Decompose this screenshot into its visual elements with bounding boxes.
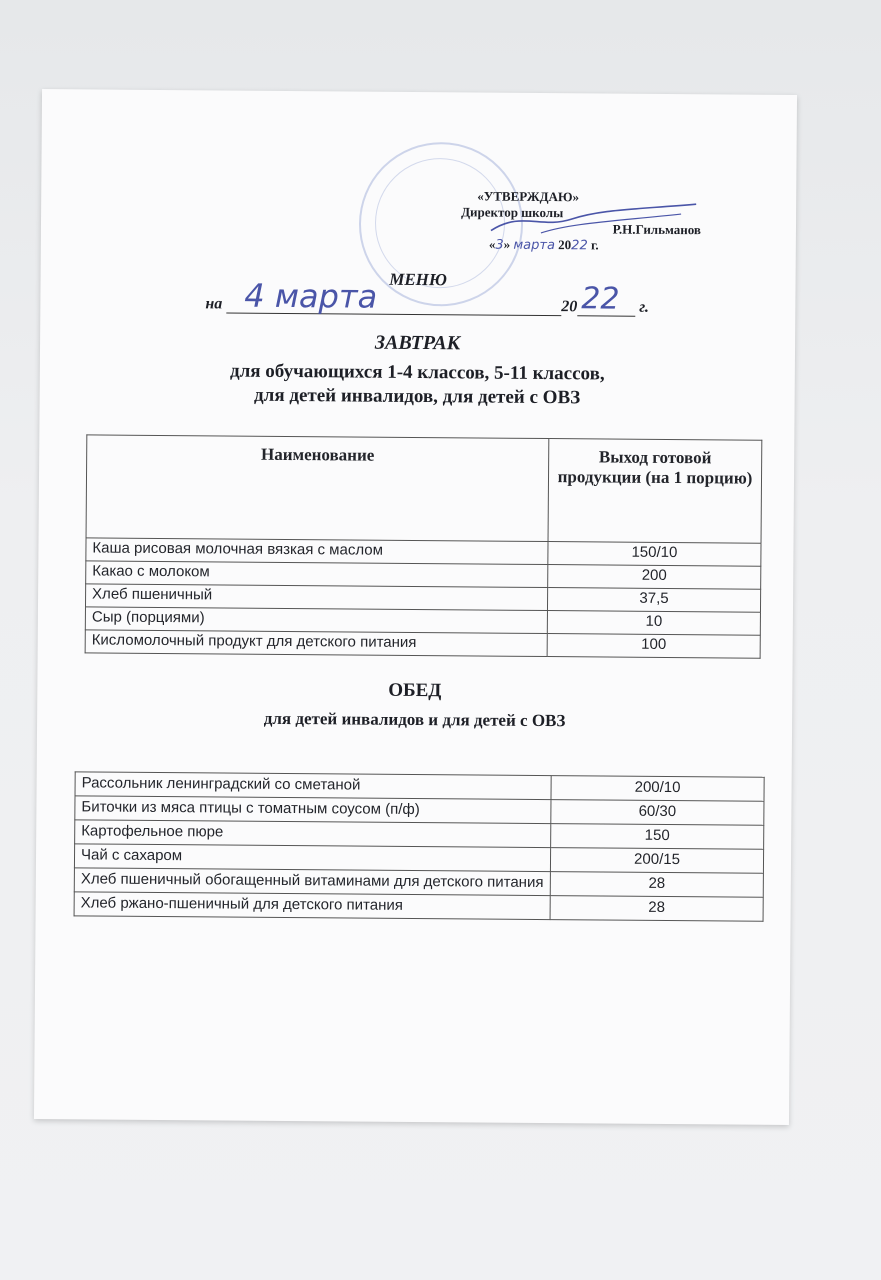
dish-output: 150/10 — [548, 542, 761, 567]
approval-title: «УТВЕРЖДАЮ» — [477, 188, 580, 205]
approval-signer: Р.Н.Гильманов — [612, 221, 702, 238]
approval-position: Директор школы — [461, 204, 564, 221]
dish-output: 28 — [550, 896, 763, 922]
table-header-row — [86, 435, 762, 543]
column-header-output: Выход готовой продукции (на 1 порцию) — [548, 439, 762, 544]
dish-name: Каша рисовая молочная вязкая с маслом — [86, 538, 548, 565]
dish-name: Картофельное пюре — [75, 820, 551, 848]
dish-output: 60/30 — [551, 800, 764, 826]
breakfast-subtitle-2: для детей инвалидов, для детей с ОВЗ — [254, 384, 581, 409]
dish-output: 200/10 — [551, 776, 764, 802]
approval-date: «3» марта 2022 г. — [488, 236, 599, 254]
menu-title: МЕНЮ — [389, 269, 447, 290]
dish-output: 28 — [550, 872, 763, 898]
lunch-subtitle: для детей инвалидов и для детей с ОВЗ — [263, 708, 566, 731]
table-row — [85, 630, 760, 658]
menu-date-handwritten: 4 марта — [244, 276, 378, 316]
director-signature — [481, 201, 701, 243]
menu-document — [34, 89, 797, 1125]
lunch-table — [74, 771, 765, 921]
dish-name: Какао с молоком — [86, 561, 548, 588]
breakfast-title: ЗАВТРАК — [374, 331, 461, 355]
approval-month-handwritten: марта — [513, 237, 556, 254]
dish-name: Хлеб пшеничный — [85, 584, 547, 611]
breakfast-subtitle-1: для обучающихся 1-4 классов, 5-11 классов, — [229, 360, 605, 385]
column-header-name: Наименование — [86, 435, 549, 542]
table-row — [74, 892, 763, 921]
dish-name: Кисломолочный продукт для детского питания — [85, 630, 547, 657]
dish-name: Чай с сахаром — [74, 844, 550, 872]
dish-output: 100 — [547, 634, 760, 659]
dish-name: Биточки из мяса птицы с томатным соусом (п/ф) — [75, 796, 551, 824]
approval-day-handwritten: 3 — [495, 237, 504, 253]
dish-output: 10 — [547, 611, 760, 636]
dish-output: 37,5 — [547, 588, 760, 613]
approval-year-handwritten: 22 — [571, 238, 588, 254]
dish-output: 200/15 — [550, 848, 763, 874]
dish-name: Хлеб ржано-пшеничный для детского питания — [74, 892, 550, 920]
dish-name: Сыр (порциями) — [85, 607, 547, 634]
lunch-title: ОБЕД — [388, 679, 442, 702]
menu-year-handwritten: 22 — [581, 281, 620, 317]
breakfast-table — [85, 434, 763, 658]
menu-date-line: на 4 марта 20 22 г. — [205, 276, 650, 317]
dish-output: 200 — [548, 565, 761, 590]
dish-output: 150 — [551, 824, 764, 850]
dish-name: Хлеб пшеничный обогащенный витаминами для детского питания — [74, 868, 550, 896]
dish-name: Рассольник ленинградский со сметаной — [75, 772, 551, 800]
